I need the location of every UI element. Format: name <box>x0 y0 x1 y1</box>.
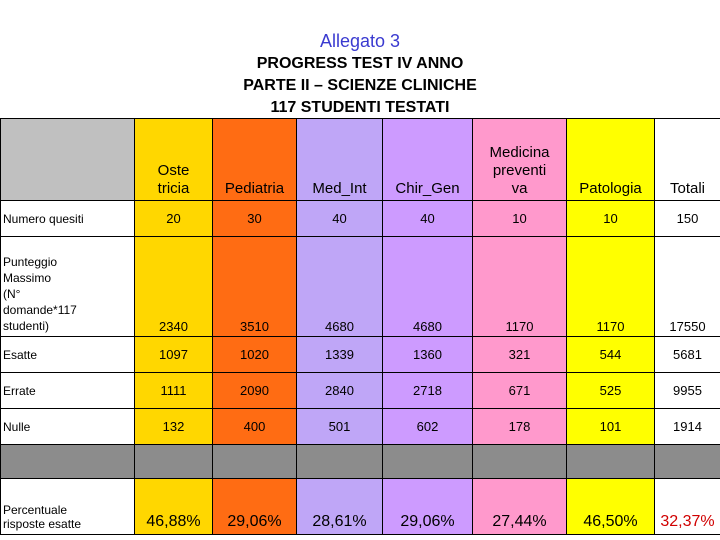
table-cell: 46,88% <box>135 479 213 535</box>
header-pediatria: Pediatria <box>213 119 297 201</box>
table-cell: 1170 <box>567 237 655 337</box>
table-cell: 1020 <box>213 337 297 373</box>
header-chir-gen: Chir_Gen <box>383 119 473 201</box>
page-title: Allegato 3 <box>319 31 401 51</box>
table-cell: 400 <box>213 409 297 445</box>
table-cell: 3510 <box>213 237 297 337</box>
table-cell: 321 <box>473 337 567 373</box>
table-cell: 2718 <box>383 373 473 409</box>
table-cell: 1170 <box>473 237 567 337</box>
subtitle-line-1: PROGRESS TEST IV ANNO <box>256 55 464 72</box>
table-cell: 32,37% <box>655 479 720 535</box>
table-cell: 30 <box>213 201 297 237</box>
header-med-int: Med_Int <box>297 119 383 201</box>
header-medicina-preventiva: Medicina preventi va <box>473 119 567 201</box>
row-label: Esatte <box>1 337 135 373</box>
header-patologia: Patologia <box>567 119 655 201</box>
table-cell: 178 <box>473 409 567 445</box>
table-cell: 1360 <box>383 337 473 373</box>
table-cell: 4680 <box>383 237 473 337</box>
table-cell: 9955 <box>655 373 720 409</box>
table-cell: 28,61% <box>297 479 383 535</box>
table-cell: 150 <box>655 201 720 237</box>
table-cell: 525 <box>567 373 655 409</box>
table-cell: 40 <box>297 201 383 237</box>
row-label: Nulle <box>1 409 135 445</box>
subtitle-line-3: 117 STUDENTI TESTATI <box>270 99 450 116</box>
table-row <box>1 373 720 409</box>
table-row <box>1 237 720 337</box>
table-cell: 101 <box>567 409 655 445</box>
table-cell: 501 <box>297 409 383 445</box>
table-cell: 2340 <box>135 237 213 337</box>
header-corner <box>1 119 135 201</box>
row-label: Numero quesiti <box>1 201 135 237</box>
header-totali: Totali <box>655 119 720 201</box>
table-cell: 5681 <box>655 337 720 373</box>
table-row <box>1 409 720 445</box>
table-row <box>1 201 720 237</box>
table-cell: 40 <box>383 201 473 237</box>
table-cell: 2090 <box>213 373 297 409</box>
header-ostetricia: Oste tricia <box>135 119 213 201</box>
table-row <box>1 479 720 535</box>
row-label: Errate <box>1 373 135 409</box>
table-cell: 602 <box>383 409 473 445</box>
row-label: Punteggio Massimo (N° domande*117 studenti) <box>1 237 135 337</box>
table-cell: 1339 <box>297 337 383 373</box>
table-cell: 4680 <box>297 237 383 337</box>
subtitle-line-2: PARTE II – SCIENZE CLINICHE <box>243 77 477 94</box>
table-cell: 27,44% <box>473 479 567 535</box>
table-cell: 1097 <box>135 337 213 373</box>
row-label: Percentuale risposte esatte <box>1 479 135 535</box>
table-row <box>1 337 720 373</box>
table-cell: 10 <box>473 201 567 237</box>
table-cell: 29,06% <box>213 479 297 535</box>
table-cell: 544 <box>567 337 655 373</box>
table-cell: 1111 <box>135 373 213 409</box>
table-cell: 671 <box>473 373 567 409</box>
table-cell: 10 <box>567 201 655 237</box>
table-cell: 132 <box>135 409 213 445</box>
separator-row <box>1 445 720 479</box>
table-cell: 46,50% <box>567 479 655 535</box>
table-cell: 1914 <box>655 409 720 445</box>
table-cell: 20 <box>135 201 213 237</box>
header-row <box>1 119 720 201</box>
results-table <box>0 118 720 535</box>
table-cell: 17550 <box>655 237 720 337</box>
table-cell: 2840 <box>297 373 383 409</box>
table-cell: 29,06% <box>383 479 473 535</box>
